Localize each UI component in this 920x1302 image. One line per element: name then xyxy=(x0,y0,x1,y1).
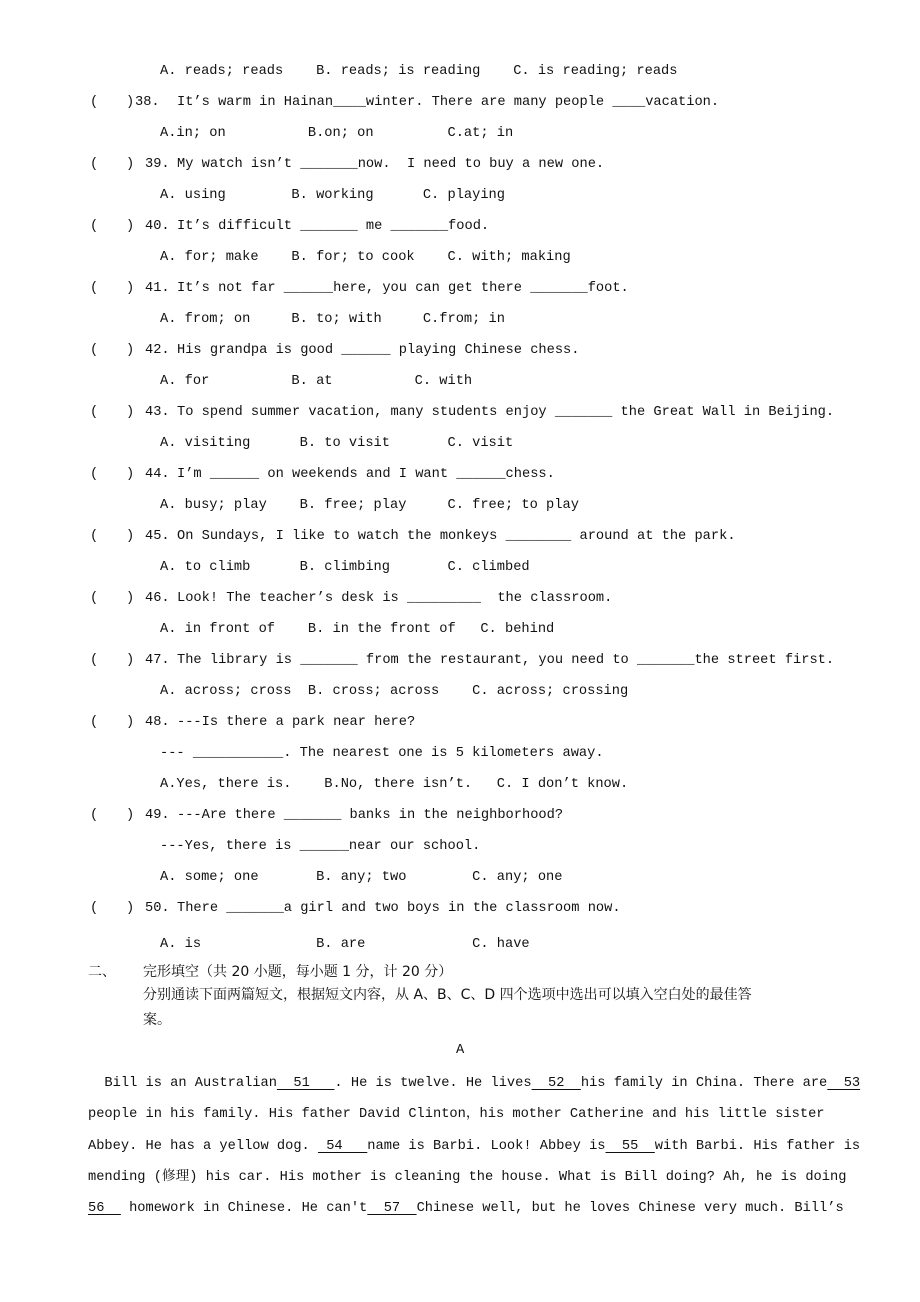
passage-text: with Barbi. His father is xyxy=(654,1139,861,1154)
question-stem: ---Are there _______ banks in the neighborhood? xyxy=(177,808,564,823)
passage-line xyxy=(88,1200,844,1218)
passage-text: mending (修理) his car. His mother is cleaning the house. What is Bill doing? Ah, he is doing xyxy=(88,1170,847,1185)
question-number: 41. xyxy=(145,281,170,296)
passage-text: homework in Chinese. He can't xyxy=(120,1201,368,1216)
question-options: A. in front of B. in the front of C. behind xyxy=(160,622,555,637)
question-number: 38. xyxy=(135,95,160,110)
passage-text: Abbey. He has a yellow dog. xyxy=(88,1139,318,1154)
question-options: A. across; cross B. cross; across C. across; crossing xyxy=(160,684,629,699)
question-stem: --- ___________. The nearest one is 5 kilometers away. xyxy=(160,746,604,761)
answer-paren-open: ( xyxy=(90,529,99,544)
question-stem: It’s warm in Hainan____winter. There are many people ____vacation. xyxy=(177,95,720,110)
answer-paren-close: ) xyxy=(126,529,135,544)
blank-number: 53 xyxy=(827,1076,861,1091)
question-options: A. from; on B. to; with C.from; in xyxy=(160,312,505,327)
question-options: A. some; one B. any; two C. any; one xyxy=(160,870,563,885)
question-options: A. to climb B. climbing C. climbed xyxy=(160,560,530,575)
blank-number: 54 xyxy=(318,1139,368,1154)
answer-paren-open: ( xyxy=(90,653,99,668)
question-stem: It’s not far ______here, you can get there _______foot. xyxy=(177,281,629,296)
question-stem: His grandpa is good ______ playing Chinese chess. xyxy=(177,343,580,358)
answer-paren-close: ) xyxy=(126,95,135,110)
question-options: A. busy; play B. free; play C. free; to play xyxy=(160,498,579,513)
passage-line xyxy=(88,1138,860,1156)
answer-paren-open: ( xyxy=(90,901,99,916)
question-options: A.in; on B.on; on C.at; in xyxy=(160,126,514,141)
question-options: A. is B. are C. have xyxy=(160,937,530,952)
section-title: 完形填空（共 20 小题，每小题 1 分，计 20 分） xyxy=(143,964,453,980)
question-options: A. for B. at C. with xyxy=(160,374,473,389)
answer-paren-close: ) xyxy=(126,467,135,482)
passage-text: his family in China. There are xyxy=(580,1076,828,1091)
passage-line xyxy=(88,1106,825,1124)
passage-text: . He is twelve. He lives xyxy=(334,1076,532,1091)
question-number: 48. xyxy=(145,715,170,730)
question-number: 45. xyxy=(145,529,170,544)
question-options: A. for; make B. for; to cook C. with; making xyxy=(160,250,571,265)
answer-paren-close: ) xyxy=(126,219,135,234)
answer-paren-close: ) xyxy=(126,653,135,668)
passage-text: people in his family. His father David Clinton，his mother Catherine and his little sister xyxy=(88,1107,825,1122)
answer-paren-open: ( xyxy=(90,281,99,296)
question-stem: On Sundays, I like to watch the monkeys ________ around at the park. xyxy=(177,529,736,544)
question-stem: ---Is there a park near here? xyxy=(177,715,416,730)
section-number: 二、 xyxy=(88,964,116,980)
question-stem: It’s difficult _______ me _______food. xyxy=(177,219,490,234)
answer-paren-close: ) xyxy=(126,405,135,420)
question-stem: My watch isn’t _______now. I need to buy a new one. xyxy=(177,157,605,172)
blank-number: 52 xyxy=(531,1076,581,1091)
question-stem: The library is _______ from the restaurant, you need to _______the street first. xyxy=(177,653,835,668)
section-instruction: 案。 xyxy=(143,1012,171,1028)
question-number: 50. xyxy=(145,901,170,916)
question-number: 44. xyxy=(145,467,170,482)
question-stem: To spend summer vacation, many students enjoy _______ the Great Wall in Beijing. xyxy=(177,405,835,420)
answer-paren-close: ) xyxy=(126,808,135,823)
question-number: 39. xyxy=(145,157,170,172)
question-stem: Look! The teacher’s desk is _________ the classroom. xyxy=(177,591,613,606)
answer-paren-open: ( xyxy=(90,467,99,482)
answer-paren-open: ( xyxy=(90,95,99,110)
question-stem: I’m ______ on weekends and I want ______chess. xyxy=(177,467,555,482)
question-number: 42. xyxy=(145,343,170,358)
passage-text: Chinese well, but he loves Chinese very much. Bill’s xyxy=(416,1201,844,1216)
answer-paren-close: ) xyxy=(126,901,135,916)
question-number: 49. xyxy=(145,808,170,823)
blank-number: 55 xyxy=(605,1139,655,1154)
question-options: A. using B. working C. playing xyxy=(160,188,505,203)
question-number: 46. xyxy=(145,591,170,606)
passage-text: Bill is an Australian xyxy=(88,1076,277,1091)
question-37-options: A. reads; reads B. reads; is reading C. is reading; reads xyxy=(160,64,678,79)
question-number: 47. xyxy=(145,653,170,668)
passage-text: name is Barbi. Look! Abbey is xyxy=(367,1139,606,1154)
answer-paren-close: ) xyxy=(126,715,135,730)
passage-label: A xyxy=(456,1043,465,1058)
answer-paren-open: ( xyxy=(90,405,99,420)
answer-paren-open: ( xyxy=(90,219,99,234)
answer-paren-close: ) xyxy=(126,591,135,606)
answer-paren-close: ) xyxy=(126,157,135,172)
blank-number: 56 xyxy=(88,1201,121,1216)
passage-line xyxy=(88,1169,846,1187)
answer-paren-close: ) xyxy=(126,343,135,358)
question-stem: ---Yes, there is ______near our school. xyxy=(160,839,481,854)
question-number: 43. xyxy=(145,405,170,420)
section-instruction: 分别通读下面两篇短文，根据短文内容，从 A、B、C、D 四个选项中选出可以填入空白处的最佳答 xyxy=(143,987,752,1003)
question-stem: There _______a girl and two boys in the classroom now. xyxy=(177,901,621,916)
answer-paren-open: ( xyxy=(90,808,99,823)
answer-paren-open: ( xyxy=(90,157,99,172)
question-number: 40. xyxy=(145,219,170,234)
answer-paren-open: ( xyxy=(90,591,99,606)
answer-paren-open: ( xyxy=(90,715,99,730)
passage-line xyxy=(88,1075,860,1093)
answer-paren-close: ) xyxy=(126,281,135,296)
blank-number: 57 xyxy=(367,1201,417,1216)
question-options: A. visiting B. to visit C. visit xyxy=(160,436,514,451)
question-options: A.Yes, there is. B.No, there isn’t. C. I don’t know. xyxy=(160,777,629,792)
answer-paren-open: ( xyxy=(90,343,99,358)
blank-number: 51 xyxy=(276,1076,335,1091)
